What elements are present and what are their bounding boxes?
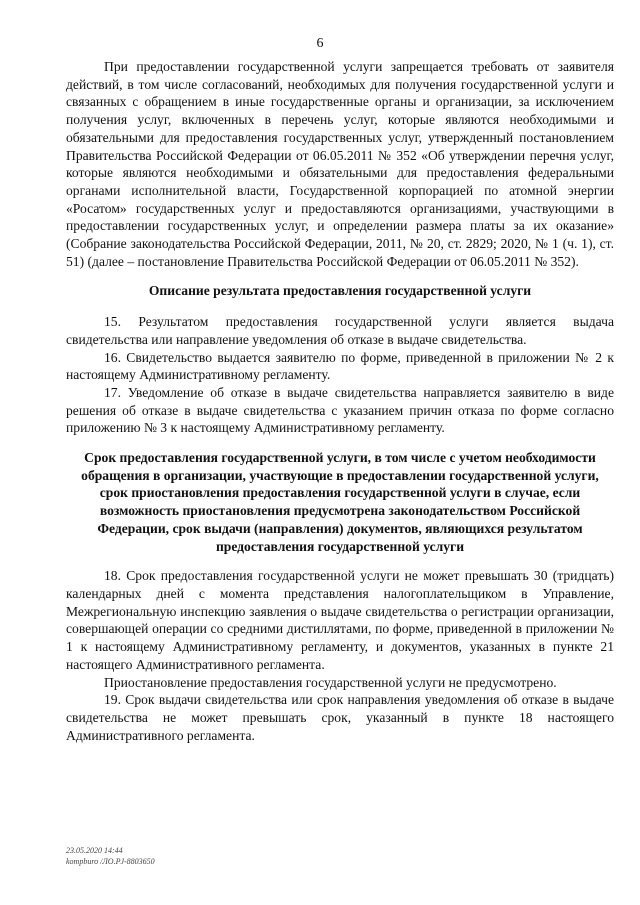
footer-document-id: kompburo /ЛО.PJ-8803650 <box>66 857 155 866</box>
paragraph-17: 17. Уведомление об отказе в выдаче свидетельства направляется заявителю в виде решения об отказе в выдаче свидетельства с указанием причин отказа по форме согласно приложению № 3 к настоящему Административному регламенту. <box>66 384 614 436</box>
footer-timestamp: 23.05.2020 14:44 <box>66 846 123 855</box>
paragraph-prohibition: При предоставлении государственной услуги запрещается требовать от заявителя действий, в том числе согласований, необходимых для получения государственной услуги и связанных с обращением в иные государственные органы и организации, за исключением получения услуг, включенных в перечень услуг, которые являются необходимыми и обязательными для предоставления государственных услуг, утвержденный постановлением Правительства Российской Федерации от 06.05.2011 № 352 «Об утверждении перечня услуг, которые являются необходимыми и обязательными для предоставления федеральными органами исполнительной власти, Государственной корпорацией по атомной энергии «Росатом» государственных услуг и предоставляются организациями, участвующими в предоставлении государственных услуг, и определении размера платы за их оказание» (Собрание законодательства Российской Федерации, 2011, № 20, ст. 2829; 2020, № 1 (ч. 1), ст. 51) (далее – постановление Правительства Российской Федерации от 06.05.2011 № 352). <box>66 59 614 269</box>
paragraph-18: 18. Срок предоставления государственной услуги не может превышать 30 (тридцать) календарных дней с момента представления налогоплательщиком в Управление, Межрегиональную инспекцию заявления о выдаче свидетельства о регистрации организации, совершающей операции со средними дистиллятами, по форме, приведенной в приложении № 1 к настоящему Административному регламенту, и документов, указанных в пункте 21 настоящего Административного регламента. <box>66 568 614 672</box>
paragraph-suspension: Приостановление предоставления государственной услуги не предусмотрено. <box>104 674 557 690</box>
section-heading-term: Срок предоставления государственной услуги, в том числе с учетом необходимости обращения в организации, участвующие в предоставлении государственной услуги, срок приостановления предоставления государственной услуги в случае, если возможность приостановления предусмотрена законодательством Российской Федерации, срок выдачи (направления) документов, являющихся результатом предоставления государственной услуги <box>81 450 599 554</box>
document-body <box>66 58 614 744</box>
page-number: 6 <box>316 36 324 51</box>
section-heading-result: Описание результата предоставления государственной услуги <box>148 283 532 299</box>
paragraph-16: 16. Свидетельство выдается заявителю по форме, приведенной в приложении № 2 к настоящему Административному регламенту. <box>66 349 614 383</box>
paragraph-19: 19. Срок выдачи свидетельства или срок направления уведомления об отказе в выдаче свидетельства не может превышать срок, указанный в пункте 18 настоящего Административного регламента. <box>66 692 614 743</box>
paragraph-15: 15. Результатом предоставления государственной услуги является выдача свидетельства или направление уведомления об отказе в выдаче свидетельства. <box>66 314 614 347</box>
document-footer <box>66 845 155 867</box>
